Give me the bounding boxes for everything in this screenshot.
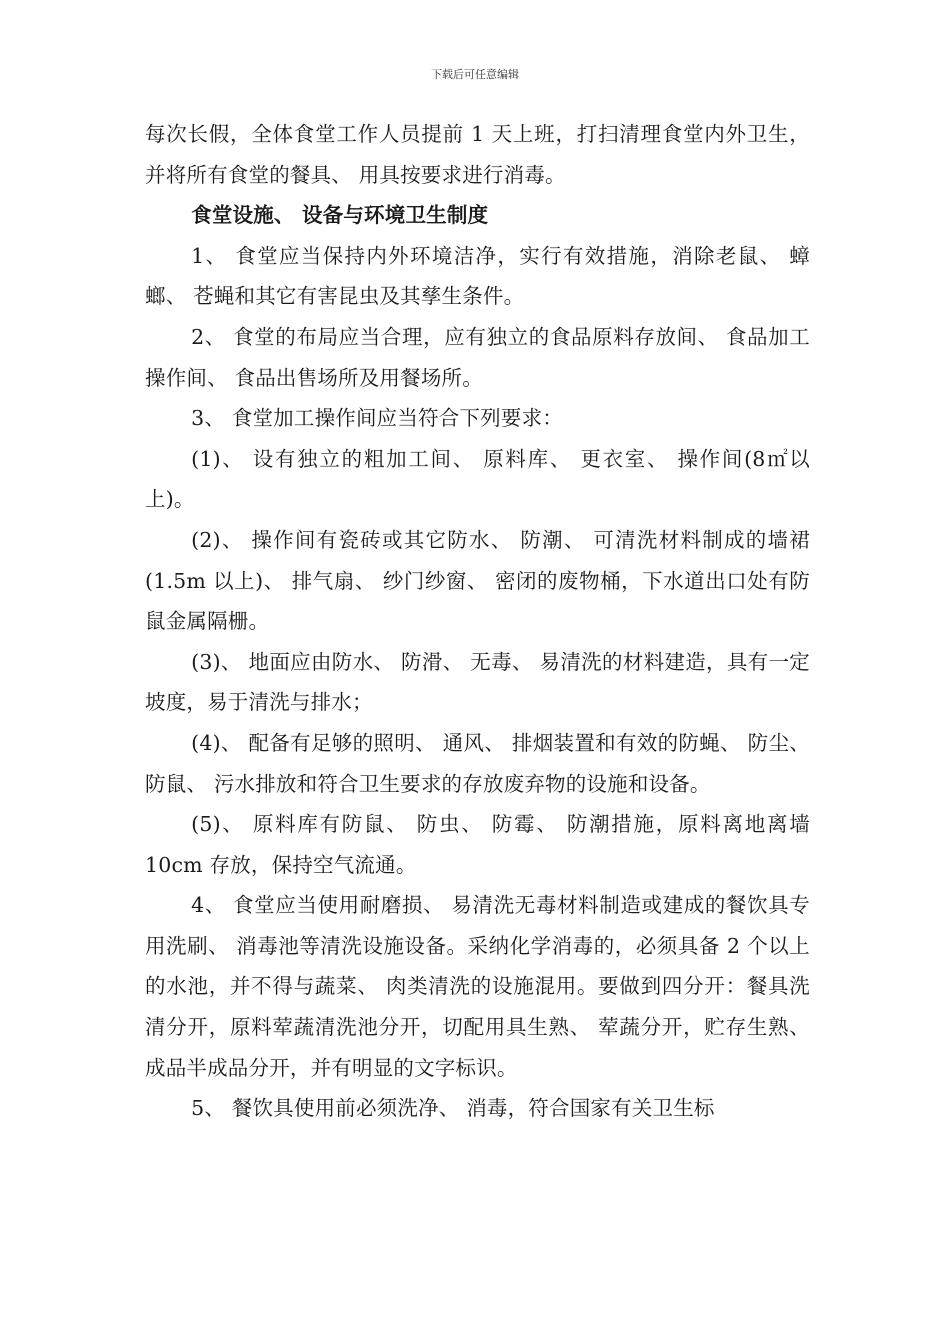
paragraph-subitem-1: (1)、 设有独立的粗加工间、 原料库、 更衣室、 操作间(8㎡以上)。 [145,446,810,512]
paragraph-item-1: 1、 食堂应当保持内外环境洁净，实行有效措施，消除老鼠、 蟑螂、 苍蝇和其它有害昆虫及其孳生条件。 [145,243,810,309]
paragraph-subitem-2: (2)、 操作间有瓷砖或其它防水、 防潮、 可清洗材料制成的墙裙(1.5m 以上)、 排气扇、 纱门纱窗、 密闭的废物桶，下水道出口处有防鼠金属隔栅。 [145,527,810,634]
section-heading: 食堂设施、 设备与环境卫生制度 [191,203,489,228]
paragraph-item-3: 3、 食堂加工操作间应当符合下列要求： [191,406,563,431]
page-header: 下载后可任意编辑 [431,68,519,81]
paragraph-subitem-5: (5)、 原料库有防鼠、 防虫、 防霉、 防潮措施，原料离地离墙 10cm 存放，保持空气流通。 [145,812,810,877]
paragraph-subitem-3: (3)、 地面应由防水、 防滑、 无毒、 易清洗的材料建造，具有一定坡度，易于清洗与排水； [145,649,810,715]
document-body [145,114,810,1129]
paragraph-subitem-4: (4)、 配备有足够的照明、 通风、 排烟装置和有效的防蝇、 防尘、 防鼠、 污水排放和符合卫生要求的存放废弃物的设施和设备。 [145,730,810,796]
paragraph-holiday-cleaning: 每次长假，全体食堂工作人员提前 1 天上班，打扫清理食堂内外卫生，并将所有食堂的餐具、 用具按要求进行消毒。 [145,122,810,187]
paragraph-item-4: 4、 食堂应当使用耐磨损、 易清洗无毒材料制造或建成的餐饮具专用洗刷、 消毒池等清洗设施设备。采纳化学消毒的，必须具备 2 个以上的水池，并不得与蔬菜、 肉类清洗的设施混用。要做到四分开：餐具洗清分开，原料荤蔬清洗池分开，切配用具生熟、 荤蔬分开，贮存生熟、 成品半成品分开，并有明显的文字标识。 [145,893,810,1080]
paragraph-item-2: 2、 食堂的布局应当合理，应有独立的食品原料存放间、 食品加工操作间、 食品出售场所及用餐场所。 [145,324,810,390]
paragraph-item-5: 5、 餐饮具使用前必须洗净、 消毒，符合国家有关卫生标 [191,1096,715,1121]
